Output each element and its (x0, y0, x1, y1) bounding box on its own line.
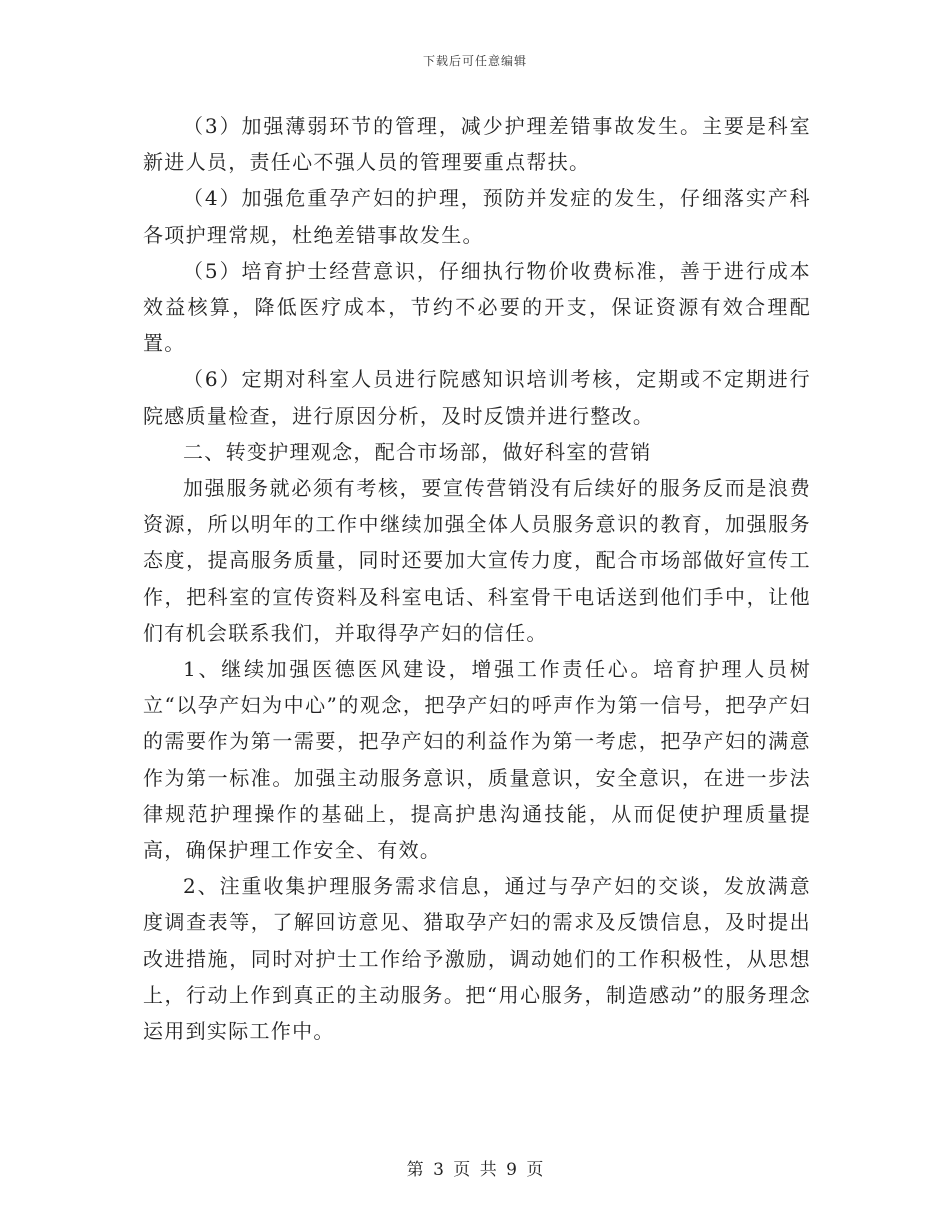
paragraph-item-4: （4）加强危重孕产妇的护理，预防并发症的发生，仔细落实产科各项护理常规，杜绝差错事故发生。 (143, 186, 811, 247)
page-header-note: 下载后可任意编辑 (422, 54, 527, 68)
section-heading: 二、转变护理观念，配合市场部，做好科室的营销 (183, 439, 652, 464)
page-number-footer: 第 3 页 共 9 页 (406, 1160, 544, 1180)
paragraph-item-5: （5）培育护士经营意识，仔细执行物价收费标准，善于进行成本效益核算，降低医疗成本，节约不必要的开支，保证资源有效合理配置。 (143, 258, 811, 356)
document-body (143, 108, 811, 1049)
paragraph-point-1: 1、继续加强医德医风建设，增强工作责任心。培育护理人员树立“以孕产妇为中心”的观念，把孕产妇的呼声作为第一信号，把孕产妇的需要作为第一需要，把孕产妇的利益作为第一考虑，把孕产妇的满意作为第一标准。加强主动服务意识，质量意识，安全意识，在进一步法律规范护理操作的基础上，提高护患沟通技能，从而促使护理质量提高，确保护理工作安全、有效。 (143, 657, 811, 863)
paragraph-item-3: （3）加强薄弱环节的管理，减少护理差错事故发生。主要是科室新进人员，责任心不强人员的管理要重点帮扶。 (143, 114, 811, 175)
paragraph-item-6: （6）定期对科室人员进行院感知识培训考核，定期或不定期进行院感质量检查，进行原因分析，及时反馈并进行整改。 (143, 367, 811, 428)
paragraph-service: 加强服务就必须有考核，要宣传营销没有后续好的服务反而是浪费资源，所以明年的工作中继续加强全体人员服务意识的教育，加强服务态度，提高服务质量，同时还要加大宣传力度，配合市场部做好宣传工作，把科室的宣传资料及科室电话、科室骨干电话送到他们手中，让他们有机会联系我们，并取得孕产妇的信任。 (143, 476, 811, 645)
paragraph-point-2: 2、注重收集护理服务需求信息，通过与孕产妇的交谈，发放满意度调查表等，了解回访意见、猎取孕产妇的需求及反馈信息，及时提出改进措施，同时对护士工作给予激励，调动她们的工作积极性，从思想上，行动上作到真正的主动服务。把“用心服务，制造感动”的服务理念运用到实际工作中。 (143, 874, 811, 1044)
